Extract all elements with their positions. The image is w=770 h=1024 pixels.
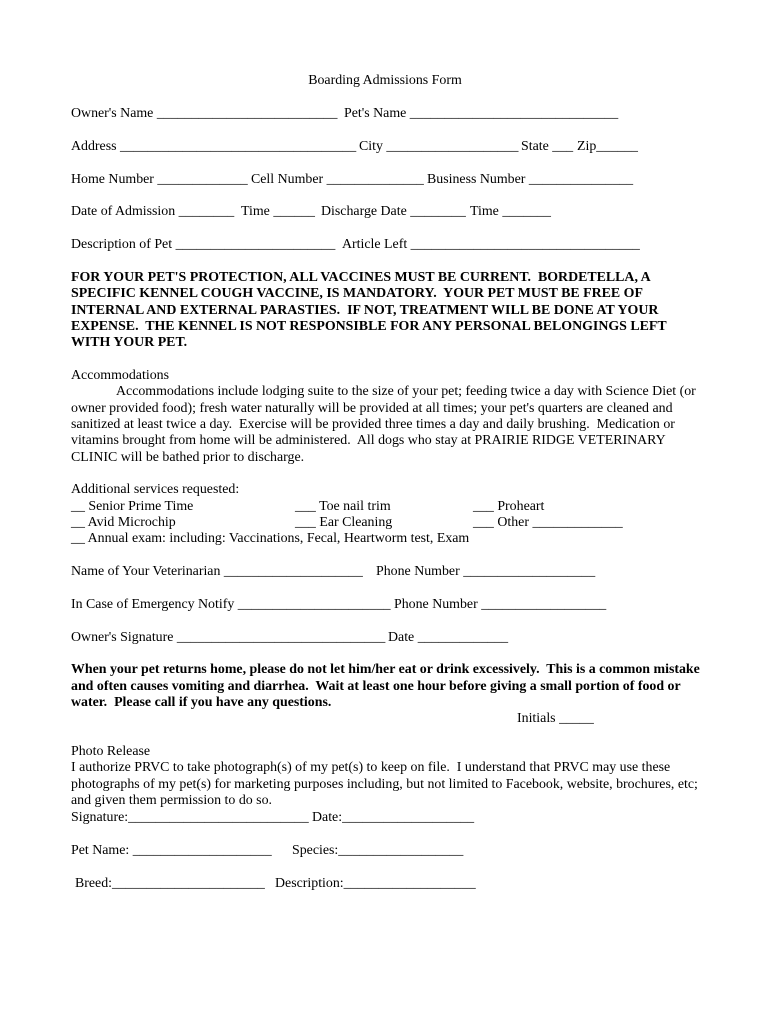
veterinarian-phone-group — [376, 564, 595, 580]
pet-name-group — [344, 106, 618, 122]
services-row — [0, 515, 770, 531]
owner-signature-date-label: Date — [388, 630, 415, 645]
breed-description-row — [0, 876, 770, 892]
return-notice-line: and often causes vomiting and diarrhea. Wait at least one hour before giving a small portion of food or — [71, 679, 681, 694]
service-label: Toe nail trim — [319, 499, 391, 514]
zip-label: Zip — [577, 139, 597, 154]
photo-date-label: Date: — [312, 810, 343, 825]
veterinarian-phone-label: Phone Number — [376, 564, 460, 579]
photo-release-text-line: photographs of my pet(s) for marketing purposes including, but not limited to Facebook, website, brochures, etc; — [71, 777, 698, 792]
veterinarian-row — [0, 564, 770, 580]
dates-row — [0, 204, 770, 220]
accommodations-text-line: Accommodations include lodging suite to the size of your pet; feeding twice a day with Science Diet (or — [116, 384, 696, 399]
photo-release-heading: Photo Release — [71, 744, 151, 759]
cell-number-field[interactable]: ______________ — [326, 172, 424, 187]
owner-signature-field[interactable]: ______________________________ — [176, 630, 386, 645]
accommodations-text-line: vitamins brought from home will be administered. All dogs who stay at PRAIRIE RIDGE VETERINARY — [71, 433, 666, 448]
photo-signature-field[interactable]: __________________________ — [128, 810, 309, 825]
state-field[interactable]: ___ — [552, 139, 574, 154]
city-group — [359, 139, 518, 155]
owner-signature-row — [0, 630, 770, 646]
species-label: Species: — [292, 843, 339, 858]
home-number-field[interactable]: _____________ — [157, 172, 248, 187]
admission-date-field[interactable]: ________ — [178, 204, 235, 219]
initials-field[interactable]: _____ — [559, 711, 594, 726]
discharge-time-group — [470, 204, 551, 220]
cell-number-group — [251, 172, 424, 188]
pet-name-species-row — [0, 843, 770, 859]
photo-signature-group — [71, 810, 309, 826]
service-label: Ear Cleaning — [319, 515, 393, 530]
article-left-label: Article Left — [342, 237, 408, 252]
state-label: State — [521, 139, 549, 154]
service-checkbox-blank[interactable]: ___ — [295, 515, 316, 530]
accommodations-heading: Accommodations — [71, 368, 169, 383]
emergency-row — [0, 597, 770, 613]
vaccine-notice-line: EXPENSE. THE KENNEL IS NOT RESPONSIBLE FOR ANY PERSONAL BELONGINGS LEFT — [71, 319, 667, 334]
return-notice-line: When your pet returns home, please do not let him/her eat or drink excessively. This is a common mistake — [71, 662, 700, 677]
vaccine-notice-line: FOR YOUR PET'S PROTECTION, ALL VACCINES MUST BE CURRENT. BORDETELLA, A — [71, 270, 651, 285]
photo-pet-name-field[interactable]: ____________________ — [132, 843, 272, 858]
initials-label: Initials — [517, 711, 556, 726]
owner-signature-date-field[interactable]: _____________ — [417, 630, 509, 645]
service-option-senior-prime-time — [71, 499, 193, 515]
vaccine-notice-line: SPECIFIC KENNEL COUGH VACCINE, IS MANDATORY. YOUR PET MUST BE FREE OF — [71, 286, 643, 301]
services-row — [0, 499, 770, 515]
home-number-group — [71, 172, 248, 188]
service-option-other — [473, 515, 623, 531]
service-option-proheart — [473, 499, 544, 515]
emergency-phone-group — [394, 597, 606, 613]
vaccine-notice-line: INTERNAL AND EXTERNAL PARASTIES. IF NOT, TREATMENT WILL BE DONE AT YOUR — [71, 303, 659, 318]
initials-row — [0, 711, 770, 727]
discharge-date-label: Discharge Date — [321, 204, 407, 219]
zip-field[interactable]: ______ — [596, 139, 638, 154]
article-left-group — [342, 237, 640, 253]
veterinarian-field[interactable]: ____________________ — [223, 564, 363, 579]
photo-date-field[interactable]: ___________________ — [342, 810, 475, 825]
other-service-field[interactable]: _____________ — [532, 515, 623, 530]
admission-date-group — [71, 204, 234, 220]
veterinarian-label: Name of Your Veterinarian — [71, 564, 221, 579]
address-group — [71, 139, 356, 155]
photo-date-group — [312, 810, 474, 826]
pet-description-label: Description of Pet — [71, 237, 173, 252]
owner-name-label: Owner's Name — [71, 106, 154, 121]
admission-time-field[interactable]: ______ — [273, 204, 315, 219]
accommodations-text-line: owner provided food); fresh water naturally will be provided at all times; your pet's quarters are cleaned and — [71, 401, 673, 416]
pet-description-group — [71, 237, 335, 253]
service-label: Other — [497, 515, 529, 530]
pet-description-field[interactable]: _______________________ — [175, 237, 336, 252]
services-row — [0, 531, 770, 547]
service-label: Proheart — [497, 499, 545, 514]
emergency-phone-field[interactable]: __________________ — [481, 597, 607, 612]
veterinarian-group — [71, 564, 363, 580]
breed-group — [75, 876, 265, 892]
emergency-contact-label: In Case of Emergency Notify — [71, 597, 235, 612]
pet-name-field[interactable]: ______________________________ — [409, 106, 619, 121]
service-checkbox-blank[interactable]: __ — [71, 499, 85, 514]
service-label: Senior Prime Time — [88, 499, 194, 514]
service-option-toe-nail-trim — [295, 499, 391, 515]
discharge-date-group — [321, 204, 466, 220]
owner-signature-date-group — [388, 630, 508, 646]
address-label: Address — [71, 139, 117, 154]
business-number-field[interactable]: _______________ — [528, 172, 634, 187]
service-option-ear-cleaning — [295, 515, 392, 531]
breed-field[interactable]: ______________________ — [112, 876, 265, 891]
veterinarian-phone-field[interactable]: ___________________ — [463, 564, 596, 579]
address-field[interactable]: __________________________________ — [120, 139, 357, 154]
discharge-time-field[interactable]: _______ — [502, 204, 551, 219]
service-checkbox-blank[interactable]: ___ — [295, 499, 316, 514]
service-option-annual-exam — [71, 531, 469, 547]
business-number-label: Business Number — [427, 172, 526, 187]
form-title: Boarding Admissions Form — [308, 73, 462, 88]
service-option-avid-microchip — [71, 515, 176, 531]
breed-label: Breed: — [75, 876, 113, 891]
zip-group — [577, 139, 638, 155]
photo-release-text-line: and given them permission to do so. — [71, 793, 273, 808]
photo-description-label: Description: — [275, 876, 344, 891]
city-label: City — [359, 139, 383, 154]
vaccine-notice-line: WITH YOUR PET. — [71, 335, 188, 350]
pet-name-label: Pet's Name — [344, 106, 407, 121]
service-label: Annual exam: including: Vaccinations, Fecal, Heartworm test, Exam — [87, 531, 470, 546]
owner-name-group — [71, 106, 337, 122]
photo-description-group — [275, 876, 476, 892]
service-label: Avid Microchip — [87, 515, 176, 530]
address-row — [0, 139, 770, 155]
owner-name-field[interactable]: __________________________ — [156, 106, 338, 121]
owner-signature-label: Owner's Signature — [71, 630, 174, 645]
service-checkbox-blank[interactable]: ___ — [473, 515, 494, 530]
photo-pet-name-label: Pet Name: — [71, 843, 130, 858]
species-field[interactable]: __________________ — [338, 843, 464, 858]
accommodations-text-line: CLINIC will be bathed prior to discharge. — [71, 450, 305, 465]
photo-pet-name-group — [71, 843, 272, 859]
admission-time-label: Time — [241, 204, 270, 219]
discharge-date-field[interactable]: ________ — [410, 204, 466, 219]
photo-description-field[interactable]: ___________________ — [343, 876, 476, 891]
species-group — [292, 843, 463, 859]
photo-signature-label: Signature: — [71, 810, 129, 825]
return-notice-line: water. Please call if you have any questions. — [71, 695, 332, 710]
cell-number-label: Cell Number — [251, 172, 324, 187]
service-checkbox-blank[interactable]: __ — [71, 515, 85, 530]
service-checkbox-blank[interactable]: __ — [71, 531, 85, 546]
photo-release-signature-row — [0, 810, 770, 826]
article-left-field[interactable]: _________________________________ — [410, 237, 640, 252]
photo-release-text-line: I authorize PRVC to take photograph(s) of my pet(s) to keep on file. I understand that PRVC may use these — [71, 760, 671, 775]
home-number-label: Home Number — [71, 172, 154, 187]
initials-group — [517, 711, 594, 727]
emergency-phone-label: Phone Number — [394, 597, 478, 612]
emergency-contact-group — [71, 597, 391, 613]
state-group — [521, 139, 573, 155]
owner-signature-group — [71, 630, 385, 646]
city-field[interactable]: ___________________ — [386, 139, 519, 154]
phone-numbers-row — [0, 172, 770, 188]
admission-time-group — [241, 204, 315, 220]
admission-date-label: Date of Admission — [71, 204, 176, 219]
service-checkbox-blank[interactable]: ___ — [473, 499, 494, 514]
owner-pet-name-row — [0, 106, 770, 122]
additional-services-heading: Additional services requested: — [71, 482, 240, 497]
emergency-contact-field[interactable]: ______________________ — [237, 597, 391, 612]
business-number-group — [427, 172, 633, 188]
description-row — [0, 237, 770, 253]
discharge-time-label: Time — [470, 204, 499, 219]
accommodations-text-line: sanitized at least twice a day. Exercise will be provided three times a day and daily brushing. Medication or — [71, 417, 675, 432]
